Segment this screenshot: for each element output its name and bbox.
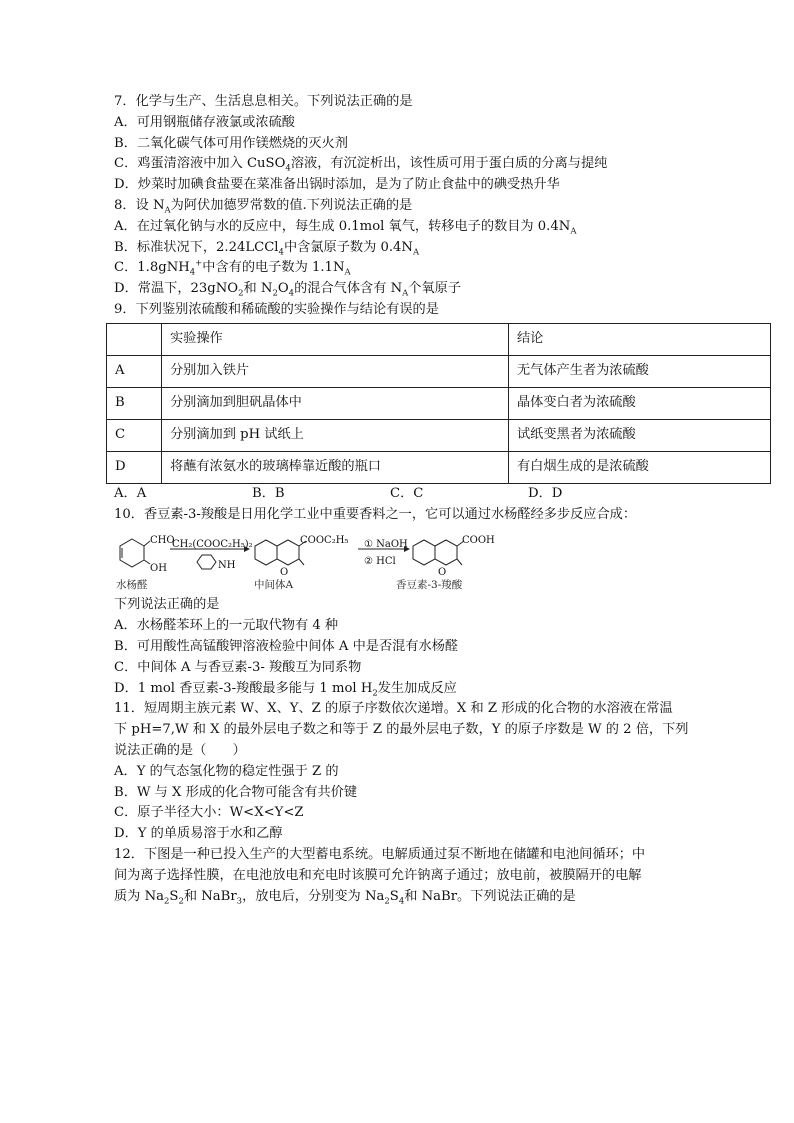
q11-stem-line-2: 下 pH=7,W 和 X 的最外层电子数之和等于 Z 的最外层电子数，Y 的原子序数是 W 的 2 倍，下列 — [114, 722, 689, 738]
q8-option-b: B．标准状况下，2.24LCCl$_4$中含氯原子数为 $0.4N_A$ — [114, 239, 420, 258]
table-cell: 将蘸有浓氨水的玻璃棒靠近酸的瓶口 — [162, 451, 509, 483]
q7-option-c: C．鸡蛋清溶液中加入 CuSO$_4$溶液，有沉淀析出，该性质可用于蛋白质的分离与提纯 — [114, 156, 608, 175]
nh-label: NH — [218, 560, 236, 572]
carbonyl-bond — [457, 559, 462, 565]
q11-option-a: A．Y 的气态氢化物的稳定性强于 Z 的 — [114, 763, 339, 779]
q10-option-d: D．1 mol 香豆素-3-羧酸最多能与 1 mol $H_2$发生加成反应 — [114, 680, 457, 699]
q12-stem-line-1: 12．下图是一种已投入生产的大型蓄电系统。电解质通过泵不断地在储罐和电池间循环；中 — [114, 846, 646, 862]
q7-option-b: B．二氧化碳气体可用作镁燃烧的灭火剂 — [114, 135, 348, 151]
q8-stem: 8．设 $N_A$为阿伏加德罗常数的值.下列说法正确的是 — [114, 197, 413, 216]
q9-option-a: A．A — [114, 485, 147, 501]
q9-option-d: D．D — [528, 485, 563, 501]
piperidine-ring — [197, 555, 216, 569]
q9-table — [106, 323, 771, 484]
table-cell: 晶体变白者为浓硫酸 — [509, 387, 771, 419]
table-header-cell — [107, 323, 162, 355]
reagent-naoh: ① NaOH — [364, 539, 408, 551]
q7-option-d: D．炒菜时加碘食盐要在菜准备出锅时添加，是为了防止食盐中的碘受热升华 — [114, 177, 560, 193]
table-cell: D — [107, 451, 162, 483]
table-row — [107, 451, 771, 483]
carbonyl-bond — [299, 559, 304, 565]
benzene-ring — [413, 540, 435, 565]
table-cell: C — [107, 419, 162, 451]
oh-label: OH — [150, 563, 167, 575]
product-caption: 香豆素-3-羧酸 — [396, 579, 463, 592]
table-cell: 无气体产生者为浓硫酸 — [509, 355, 771, 387]
reagent-hcl: ② HCl — [364, 556, 396, 568]
q11-stem-line-3: 说法正确的是（ ） — [114, 742, 246, 758]
table-header-row — [107, 323, 771, 355]
table-row — [107, 387, 771, 419]
q11-option-b: B．W 与 X 形成的化合物可能含有共价键 — [114, 784, 358, 800]
q8-option-c: C．1.8gNH$_4$+中含有的电子数为 $1.1N_A$ — [114, 258, 351, 279]
q8-option-d: D．常温下，23gNO$_2$和 $N_2O_4$的混合气体含有 $N_A$个氧原子 — [114, 281, 462, 299]
exam-page — [114, 92, 774, 907]
benzene-ring — [120, 539, 144, 567]
q12-stem-line-2: 间为离子选择性膜，在电池放电和充电时该膜可允许钠离子通过；放电前，被膜隔开的电解 — [114, 867, 642, 883]
table-cell: A — [107, 355, 162, 387]
q11-stem-line-1: 11．短周期主族元素 W、X、Y、Z 的原子序数依次递增。X 和 Z 形成的化合物的水溶液在常温 — [114, 701, 673, 717]
table-cell: 分别滴加到胆矾晶体中 — [162, 387, 509, 419]
q10-option-b: B．可用酸性高锰酸钾溶液检验中间体 A 中是否混有水杨醛 — [114, 638, 459, 654]
salicylaldehyde-caption: 水杨醛 — [116, 579, 148, 592]
table-cell: 试纸变黑者为浓硫酸 — [509, 419, 771, 451]
q11-option-d: D．Y 的单质易溶于水和乙醇 — [114, 826, 283, 842]
q7-option-a: A．可用钢瓶储存液氯或浓硫酸 — [114, 114, 295, 130]
acid-group-label: COOH — [462, 535, 495, 547]
q11-option-c: C．原子半径大小：W<X<Y<Z — [114, 805, 304, 821]
ester-group-label: COOC₂H₅ — [300, 535, 349, 547]
table-header-cell: 实验操作 — [162, 323, 509, 355]
o-label: O — [438, 567, 447, 579]
table-header-cell: 结论 — [509, 323, 771, 355]
table-row — [107, 355, 771, 387]
q12-stem-line-3: 质为 $Na_2S_2$和 NaBr$_3$，放电后，分别变为 $Na_2S_4$和 NaBr。下列说法正确的是 — [114, 888, 576, 907]
table-cell: 分别加入铁片 — [162, 355, 509, 387]
reagent-malonate: CH₂(COOC₂H₅)₂ — [172, 539, 253, 551]
reaction-scheme — [114, 527, 774, 591]
q9-stem: 9．下列鉴别浓硫酸和稀硫酸的实验操作与结论有误的是 — [114, 301, 439, 317]
table-cell: 有白烟生成的是浓硫酸 — [509, 451, 771, 483]
o-label: O — [280, 567, 289, 579]
q10-option-c: C．中间体 A 与香豆素-3- 羧酸互为同系物 — [114, 659, 362, 675]
intermediate-a-caption: 中间体A — [254, 579, 294, 592]
pyranone-ring — [435, 540, 457, 565]
q9-options — [114, 484, 774, 505]
q9-option-b: B．B — [252, 485, 285, 501]
table-cell: 分别滴加到 pH 试纸上 — [162, 419, 509, 451]
q8-option-a: A．在过氧化钠与水的反应中，每生成 0.1mol 氧气，转移电子的数目为 $0.4N_A$ — [114, 218, 577, 237]
cho-label: CHO — [150, 535, 175, 547]
benzene-ring — [255, 540, 277, 565]
pyranone-ring — [277, 540, 299, 565]
table-cell: B — [107, 387, 162, 419]
q9-option-c: C．C — [390, 485, 424, 501]
q10-option-a: A．水杨醛苯环上的一元取代物有 4 种 — [114, 618, 339, 634]
q10-stem: 10．香豆素-3-羧酸是日用化学工业中重要香料之一，它可以通过水杨醛经多步反应合成： — [114, 506, 637, 522]
q7-stem: 7．化学与生产、生活息息相关。下列说法正确的是 — [114, 94, 413, 109]
q10-substem: 下列说法正确的是 — [114, 597, 220, 613]
table-row — [107, 419, 771, 451]
